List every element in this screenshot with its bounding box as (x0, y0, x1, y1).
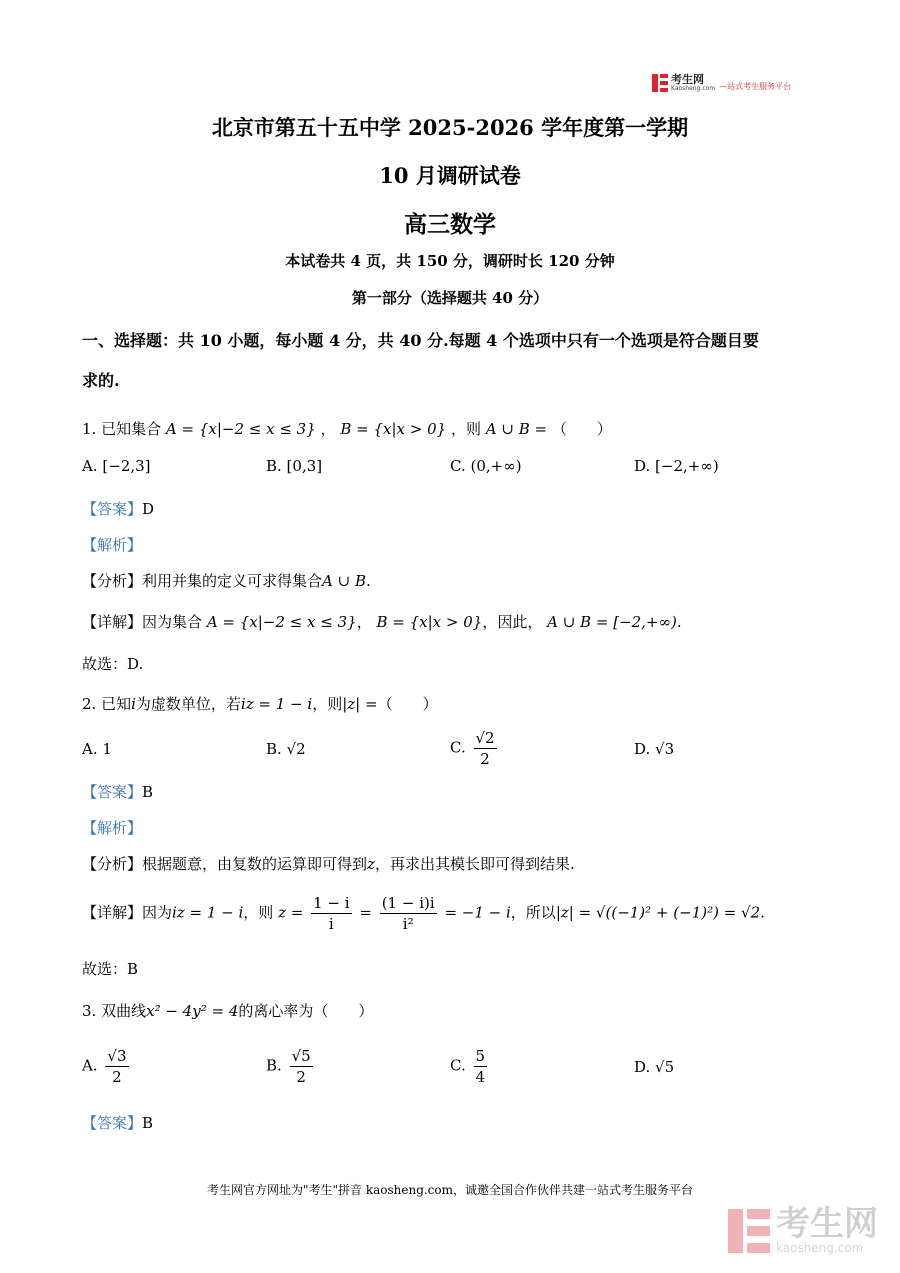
q3-option-c-fraction (474, 1046, 488, 1087)
watermark-name: 考生网 (776, 1204, 878, 1244)
q1-expr: A ∪ B = (485, 420, 548, 438)
q1-text-b: ，则 (450, 420, 481, 438)
q3-text-b: 的离心率为（ ） (238, 1002, 374, 1020)
q2-option-c-numerator: √2 (475, 729, 495, 747)
logo-slogan: —站式考生服务平台 (719, 81, 792, 91)
school-title: 北京市第五十五中学 2025-2026 学年度第一学期 (211, 115, 689, 140)
section-heading-line1: 一、选择题：共 10 小题，每小题 4 分，共 40 分.每题 4 个选项中只有一个选项是符合题目要 (82, 331, 759, 350)
q1-answer-value: D (142, 500, 155, 518)
q1-option-d: D. [−2,+∞) (634, 457, 719, 475)
q2-fraction-2 (380, 893, 437, 934)
q2-answer-label: 【答案】 (82, 783, 143, 801)
q3-number: 3. (82, 1002, 97, 1020)
kaosheng-logo-icon (652, 74, 668, 92)
q3-answer-value: B (142, 1114, 154, 1132)
q3-text-a: 双曲线 (101, 1002, 147, 1020)
logo-name: 考生网 (671, 73, 704, 86)
exam-name: 10 月调研试卷 (379, 163, 521, 188)
q2-detail-c: = −1 − i (444, 903, 511, 922)
q1-set-a: A = {x|−2 ≤ x ≤ 3} (165, 420, 316, 438)
q3-option-a (82, 1046, 132, 1087)
q2-answer (82, 781, 153, 802)
q3-option-b-numerator: √5 (291, 1047, 311, 1065)
q3-option-a-label: A. (82, 1056, 98, 1075)
q1-set-b: B = {x|x > 0} (340, 420, 447, 438)
q1-detail-c: ，因此， (482, 613, 543, 631)
q3-option-d-label: D. (634, 1058, 651, 1076)
q2-equals: = (359, 903, 372, 922)
q3-answer (82, 1112, 153, 1133)
q2-i-symbol: i (131, 695, 136, 713)
q1-fenxi-text: 利用并集的定义可求得集合 (142, 572, 323, 590)
q2-fenxi-z: z (367, 855, 375, 873)
q1-fenxi (82, 570, 371, 591)
q1-detail (82, 611, 682, 632)
q2-detail (82, 893, 765, 934)
q1-stem (82, 418, 612, 439)
q1-detail-set-b: B = {x|x > 0} (376, 613, 483, 631)
q2-analysis-label: 【解析】 (82, 819, 143, 837)
q2-fraction-1 (311, 893, 351, 934)
q3-option-a-numerator: √3 (107, 1047, 127, 1065)
q3-option-d (634, 1058, 674, 1076)
q1-detail-a: 因为集合 (142, 613, 203, 631)
q2-number: 2. (82, 695, 97, 713)
q3-option-a-denominator: 2 (112, 1068, 122, 1086)
q2-option-c-label: C. (450, 738, 466, 757)
q2-detail-eq: iz = 1 − i (172, 903, 244, 922)
q3-option-b (266, 1046, 316, 1087)
q1-option-b: B. [0,3] (266, 457, 323, 475)
logo-domain: Kaosheng.com (671, 85, 716, 92)
q3-option-b-fraction (290, 1046, 313, 1087)
q3-option-c-label: C. (450, 1056, 466, 1075)
q2-detail-b: ，则 (243, 903, 274, 922)
q2-detail-z: z = (278, 903, 304, 922)
q1-detail-end: . (676, 613, 682, 631)
q2-option-c (450, 728, 500, 769)
q1-detail-result: A ∪ B = [−2,+∞) (547, 613, 677, 631)
q2-fraction-1-numerator: 1 − i (313, 894, 350, 912)
q3-option-b-denominator: 2 (296, 1068, 306, 1086)
q1-analysis-label: 【解析】 (82, 536, 143, 554)
q2-fenxi (82, 853, 575, 874)
q2-option-d (634, 740, 674, 758)
watermark-domain: kaosheng.com (776, 1241, 864, 1255)
footer-text: 考生网官方网址为"考生"拼音 kaosheng.com，诚邀全国合作伙伴共建一站式考生服务平台 (206, 1183, 694, 1197)
q1-sep: ， (320, 420, 336, 438)
q2-stem (82, 693, 438, 714)
q2-fenxi-a: 根据题意，由复数的运算即可得到 (142, 855, 368, 873)
section-heading-line2: 求的. (82, 371, 120, 390)
q2-answer-value: B (142, 783, 154, 801)
q2-option-c-fraction (474, 728, 497, 769)
q2-equation: iz = 1 − i (240, 695, 313, 713)
q3-option-c (450, 1046, 490, 1087)
q1-paren: （ ） (551, 420, 612, 438)
q2-option-c-denominator: 2 (480, 750, 490, 768)
q1-fenxi-label: 【分析】 (82, 572, 143, 590)
q2-text-c: ，则 (312, 695, 343, 713)
q2-expr: |z| = (342, 695, 378, 713)
q1-fenxi-end: . (366, 572, 371, 590)
q2-detail-a: 因为 (142, 903, 173, 922)
q2-option-d-label: D. (634, 740, 651, 758)
q1-choose: 故选：D. (82, 655, 144, 673)
q2-fraction-2-denominator: i² (402, 915, 414, 933)
watermark-logo (728, 1206, 878, 1255)
q1-detail-label: 【详解】 (82, 613, 143, 631)
q1-detail-b: ， (356, 613, 372, 631)
q2-fraction-1-denominator: i (328, 915, 334, 933)
kaosheng-watermark-icon (728, 1209, 770, 1253)
header-logo (652, 72, 791, 94)
q2-fraction-2-numerator: (1 − i)i (381, 894, 435, 912)
q1-answer (82, 498, 154, 519)
q1-option-a: A. [−2,3] (82, 457, 151, 475)
q1-text-a: 已知集合 (101, 420, 162, 438)
q3-equation: x² − 4y² = 4 (146, 1002, 239, 1020)
q1-detail-set-a: A = {x|−2 ≤ x ≤ 3} (206, 613, 357, 631)
q2-option-a: A. 1 (82, 740, 112, 758)
q3-option-b-label: B. (266, 1056, 282, 1075)
q1-fenxi-expr: A ∪ B (322, 572, 366, 590)
q2-paren: （ ） (377, 695, 438, 713)
q1-answer-label: 【答案】 (82, 500, 143, 518)
q2-text-b: 为虚数单位，若 (135, 695, 241, 713)
q2-fenxi-label: 【分析】 (82, 855, 143, 873)
exam-info: 本试卷共 4 页，共 150 分，调研时长 120 分钟 (285, 252, 615, 270)
q3-stem (82, 1000, 373, 1021)
q1-option-c: C. (0,+∞) (450, 457, 522, 475)
q2-option-b-value: √2 (286, 740, 306, 758)
part-title: 第一部分（选择题共 40 分） (351, 289, 549, 307)
q2-text-a: 已知 (101, 695, 132, 713)
q2-choose: 故选：B (82, 960, 139, 978)
q3-option-a-fraction (105, 1046, 128, 1087)
q3-option-d-value: √5 (655, 1058, 675, 1076)
q3-answer-label: 【答案】 (82, 1114, 143, 1132)
q3-option-c-denominator: 4 (475, 1068, 486, 1086)
q1-number: 1. (82, 420, 97, 438)
q2-option-b-label: B. (266, 740, 282, 758)
q2-detail-mod: |z| = √((−1)² + (−1)²) = √2 (555, 903, 761, 922)
q2-detail-label: 【详解】 (82, 903, 143, 922)
q2-option-d-value: √3 (655, 740, 675, 758)
q2-detail-end: . (760, 903, 765, 922)
q2-fenxi-b: ，再求出其模长即可得到结果. (374, 855, 575, 873)
q2-detail-d: ，所以 (510, 903, 556, 922)
q2-option-b (266, 740, 306, 758)
subject-title: 高三数学 (404, 211, 496, 238)
q3-option-c-numerator: 5 (475, 1047, 486, 1065)
